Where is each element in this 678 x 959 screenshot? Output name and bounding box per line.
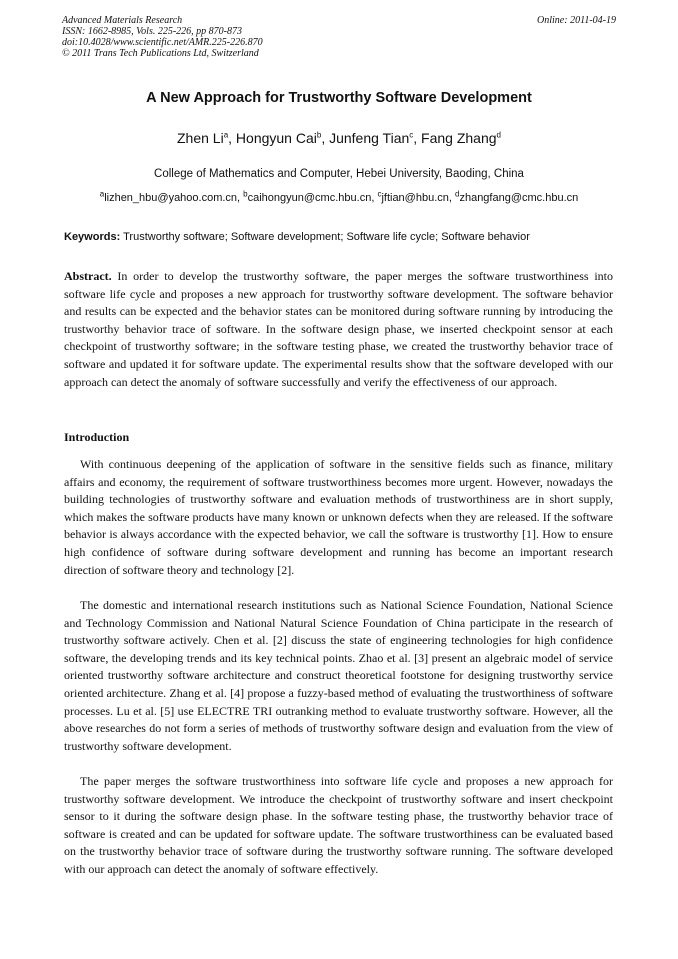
email: $^a$lizhen_hbu@yahoo.com.cn,	[99, 189, 244, 204]
paper-title: A New Approach for Trustworthy Software Development	[146, 90, 532, 106]
doi-line: doi:10.4028/www.scientific.net/AMR.225-226.870	[62, 37, 263, 48]
affiliation: College of Mathematics and Computer, Hebei University, Baoding, China	[154, 168, 524, 180]
author: Fang Zhang$^d$	[421, 130, 501, 146]
issn-line: ISSN: 1662-8985, Vols. 225-226, pp 870-873	[62, 26, 242, 37]
abstract-text: In order to develop the trustworthy software, the paper merges the software trustworthiness into software life cycle and proposes a new approach for trustworthy software development. The software behavior and results can be expected and the behavior states can be monitored during software running by introducing the trustworthy behavior trace of software. In the software design phase, we inserted checkpoint sensor at each checkpoint of trustworthy software; in the software testing phase, we created the trustworthy behavior trace of software and updated it for software update. The experimental results show that the software developed with our approach can detect the anomaly of software successfully and verify the effectiveness of our approach.	[64, 269, 614, 389]
keywords-text: Trustworthy software; Software development; Software life cycle; Software behavior	[123, 231, 530, 243]
email: $^c$jftian@hbu.cn,	[377, 189, 455, 204]
keywords-label: Keywords:	[64, 231, 121, 243]
copyright-line: © 2011 Trans Tech Publications Ltd, Switzerland	[62, 48, 259, 59]
author: Junfeng Tian$^c$,	[329, 130, 422, 146]
author: Hongyun Cai$^b$,	[235, 130, 330, 146]
email-list	[0, 189, 678, 204]
intro-paragraph-1: With continuous deepening of the application of software in the sensitive fields such as finance, military affairs and economy, the requirement of software trustworthiness becomes more urgent. However, nowadays the building technologies of trustworthy software and evaluation methods of trustworthiness are in short supply, which makes the software products have many known or unknown defects when they are released. If the software behavior is always accordance with the expected behavior, we call the software is trustworthy [1]. How to ensure high confidence of software during software development and running has become an important research direction of software theory and technology [2].	[64, 457, 613, 577]
author: Zhen Li$^a$,	[176, 130, 236, 146]
keywords	[64, 231, 614, 243]
journal-name: Advanced Materials Research	[62, 15, 183, 26]
section-heading-introduction: Introduction	[64, 430, 130, 444]
intro-paragraph-2: The domestic and international research institutions such as National Science Foundation, National Science and Technology Commission and National Natural Science Foundation of China participate in the research of trustworthy software actively. Chen et al. [2] discuss the state of engineering technologies for high confidence software, the developing trends and its key technical points. Zhao et al. [3] present an algebraic model of service oriented trustworthy software architecture and construct theoretical footstone for designing trustworthy service oriented architecture. Zhang et al. [4] propose a fuzzy-based method of evaluating the trustworthiness of software processes. Lu et al. [5] use ELECTRE TRI outranking method to evaluate trustworthy software. However, all the above researches do not form a series of methods of trustworthy software design and evaluation from the view of trustworthy software development.	[64, 598, 613, 753]
abstract	[64, 268, 613, 391]
email: $^b$caihongyun@cmc.hbu.cn,	[243, 189, 378, 204]
online-date: Online: 2011-04-19	[537, 15, 616, 26]
abstract-label: Abstract.	[64, 269, 112, 283]
running-header	[62, 15, 616, 59]
email: $^d$zhangfang@cmc.hbu.cn	[455, 189, 579, 204]
author-list	[0, 130, 678, 146]
intro-paragraph-3: The paper merges the software trustworthiness into software life cycle and proposes a new approach for trustworthy software development. We introduce the checkpoint of trustworthy software and insert checkpoint sensor to it during the software design phase. In the software testing phase, the trustworthy behavior trace of software is created and can be updated for software update. The software trustworthiness can be evaluated based on the trustworthy behavior trace of software during the trustworthy software running. The software developed with our approach can detect the anomaly of software effectively.	[64, 774, 613, 876]
